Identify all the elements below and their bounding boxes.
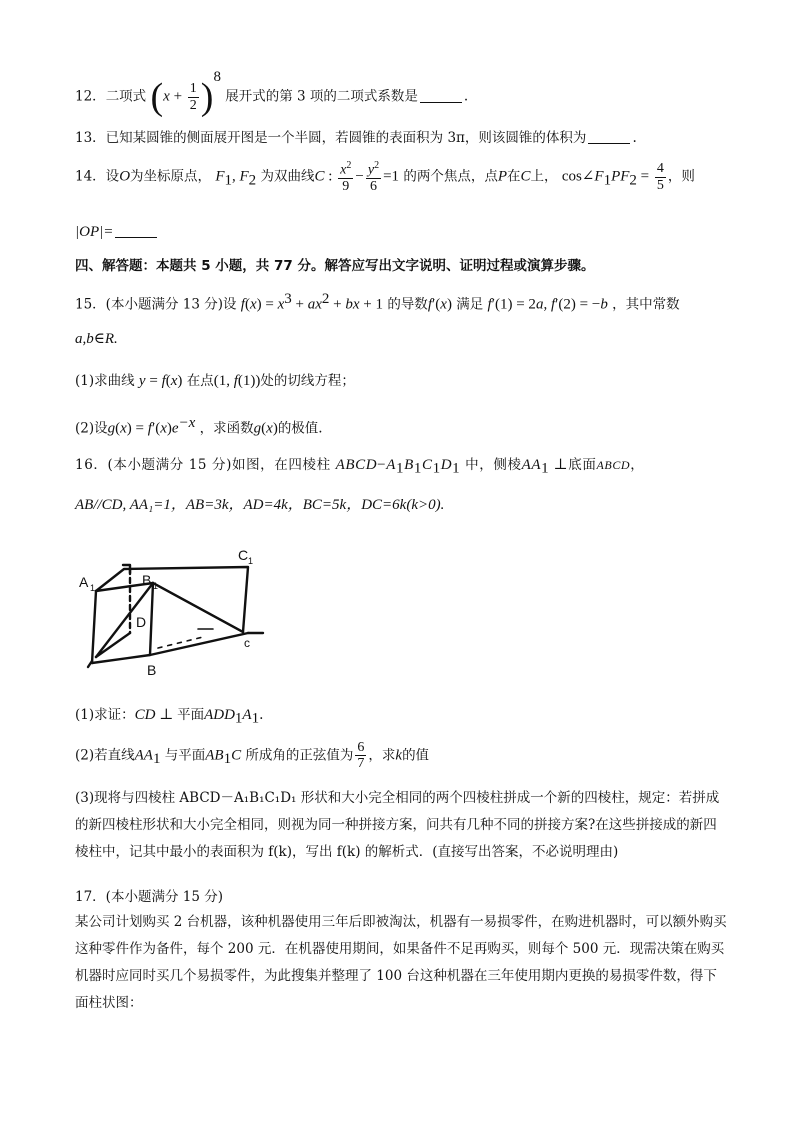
- prism-figure: [78, 545, 278, 685]
- question-16-part2: (2)若直线$AA_1$ 与平面$AB_1C$ 所成角的正弦值为 $\frac{6}{7}$ ，求k的值: [75, 740, 430, 772]
- question-16-part1: (1)求证：CD ⊥ 平面$ADD_1A_1$.: [75, 707, 264, 727]
- question-12: 12．二项式 (x + $\frac{1}{2}$ )$^8$ 展开式的第 3 项的二项式系数是 .: [75, 69, 469, 118]
- question-16-part3: (3)现将与四棱柱 ABCD－A₁B₁C₁D₁ 形状和大小完全相同的两个四棱柱拼成一个新的四棱柱，规定：若拼成的新四棱柱形状和大小完全相同，则视为同一种拼接方案，问共有几种不同的拼接方案?在这些拼接成的新四棱柱中，记其中最小的表面积为 f(k)，写出 f(k) 的解析式．(直接写出答案，不必说明理由): [75, 790, 720, 860]
- svg-text:1: 1: [90, 583, 96, 593]
- question-17-title: 17．(本小题满分 15 分): [75, 889, 223, 905]
- label-c: c: [244, 636, 250, 650]
- label-d: D: [136, 614, 147, 630]
- label-a1: A: [79, 574, 89, 590]
- question-15-part1: (1)求曲线 y = f(x) 在点(1, f(1))处的切线方程；: [75, 373, 355, 389]
- question-16-line2: AB//CD, AA₁=1，AB=3k，AD=4k，BC=5k，DC=6k(k>0).: [75, 497, 445, 513]
- question-16: 16．(本小题满分 15 分)如图，在四棱柱 $ABCD-A_1B_1C_1D_1$ 中，侧棱$AA_1$ ⊥底面ABCD，: [75, 457, 645, 477]
- section-heading: 四、解答题：本题共 5 小题，共 77 分。解答应写出文字说明、证明过程或演算步骤。: [75, 258, 595, 274]
- question-15: 15．(本小题满分 13 分)设 $f(x) = x^3 + ax^2$ + bx + 1 的导数f′(x) 满足 f′(1) = 2a, f′(2) = −b ，其中常数: [75, 291, 680, 313]
- question-15-part2: (2)设$g(x) = f'(x)e^{-x}$ ，求函数g(x)的极值.: [75, 415, 323, 437]
- question-14-line2: |OP|=: [75, 223, 159, 241]
- question-17-body: 某公司计划购买 2 台机器，该种机器使用三年后即被淘汰，机器有一易损零件，在购进机器时，可以额外购买这种零件作为备件，每个 200 元．在机器使用期间，如果备件不足再购买，则每个 500 元．现需决策在购买机器时应同时买几个易损零件，为此搜集并整理了 100 台这种机器在三年使用期内更换的易损零件数，得下面柱状图：: [75, 914, 727, 1011]
- svg-text:1: 1: [153, 581, 159, 591]
- label-b1: B: [142, 572, 152, 588]
- question-13: 13．已知某圆锥的侧面展开图是一个半圆，若圆锥的表面积为 3π，则该圆锥的体积为 .: [75, 130, 637, 146]
- label-b: B: [147, 662, 157, 678]
- question-14: 14．设O为坐标原点， $F_1$, $F_2$ 为双曲线C : $\frac{x^2}{9}$ − $\frac{y^2}{6}$ =1 的两个焦点，点P在C上， $\cos\angle F_1PF_2$ = $\frac{4}{5}$ ，则: [75, 160, 695, 195]
- question-15-line2: a,b∈R.: [75, 331, 118, 347]
- svg-text:1: 1: [248, 556, 254, 566]
- label-c1: C: [238, 547, 249, 563]
